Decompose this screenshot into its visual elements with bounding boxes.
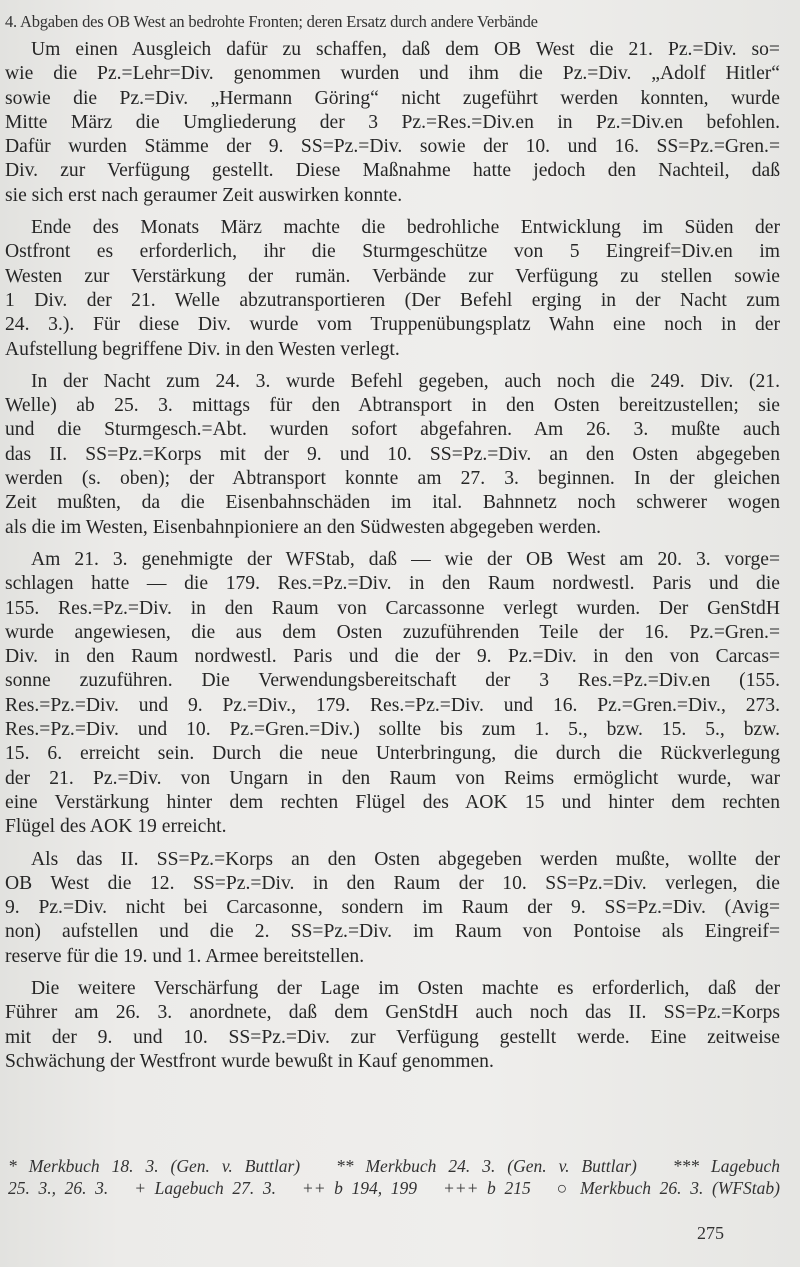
paragraph	[5, 848, 780, 969]
text-line: In der Nacht zum 24. 3. wurde Befehl gegeben, auch noch die 249. Div. (21.	[31, 370, 780, 392]
text-line: Ende des Monats März machte die bedrohliche Entwicklung im Süden der	[31, 217, 780, 239]
paragraph	[5, 370, 780, 540]
text-line: sonne zuzuführen. Die Verwendungsbereitschaft der 3 Res.=Pz.=Div.en (155.	[5, 670, 780, 692]
text-line: Welle) ab 25. 3. mittags für den Abtransport in den Osten bereitzustellen; sie	[5, 395, 780, 417]
text-line: Zeit mußten, da die Eisenbahnschäden im ital. Bahnnetz noch schwerer wogen	[5, 492, 780, 514]
footnotes	[8, 1155, 780, 1199]
text-line: schlagen hatte — die 179. Res.=Pz.=Div. in den Raum nordwestl. Paris und die	[5, 573, 780, 595]
text-line: non) aufstellen und die 2. SS=Pz.=Div. im Raum von Pontoise als Eingreif=	[5, 921, 780, 943]
text-line: Aufstellung begriffene Div. in den Westen verlegt.	[5, 338, 400, 360]
text-line: als die im Westen, Eisenbahnpioniere an den Südwesten abgegeben werden.	[5, 516, 602, 538]
text-line: sowie die Pz.=Div. „Hermann Göring“ nicht zugeführt werden konnten, wurde	[5, 87, 780, 109]
text-line: sie sich erst nach geraumer Zeit auswirken konnte.	[5, 184, 403, 206]
text-line: 155. Res.=Pz.=Div. in den Raum von Carcassonne verlegt wurden. Der GenStdH	[5, 597, 780, 619]
paragraph	[5, 216, 780, 362]
text-line: Res.=Pz.=Div. und 10. Pz.=Gren.=Div.) sollte bis zum 1. 5., bzw. 15. 5., bzw.	[5, 719, 780, 741]
text-line: wie die Pz.=Lehr=Div. genommen wurden und ihm die Pz.=Div. „Adolf Hitler“	[5, 63, 780, 85]
text-line: werden (s. oben); der Abtransport konnte am 27. 3. beginnen. In der gleichen	[5, 468, 780, 490]
text-line: Res.=Pz.=Div. und 9. Pz.=Div., 179. Res.=Pz.=Div. und 16. Pz.=Gren.=Div., 273.	[5, 694, 780, 716]
page-number: 275	[697, 1223, 724, 1243]
text-line: 9. Pz.=Div. nicht bei Carcasonne, sondern im Raum der 9. SS=Pz.=Div. (Avig=	[5, 897, 780, 919]
text-line: eine Verstärkung hinter dem rechten Flügel des AOK 15 und hinter dem rechten	[5, 791, 780, 813]
text-line: und die Sturmgesch.=Abt. wurden sofort abgefahren. Am 26. 3. mußte auch	[5, 419, 780, 441]
text-line: reserve für die 19. und 1. Armee bereitstellen.	[5, 945, 365, 967]
text-line: wurde angewiesen, die aus dem Osten zuzuführenden Teile der 16. Pz.=Gren.=	[5, 621, 780, 643]
paragraph	[5, 548, 780, 840]
text-line: OB West die 12. SS=Pz.=Div. in den Raum der 10. SS=Pz.=Div. verlegen, die	[5, 872, 780, 894]
text-line: Dafür wurden Stämme der 9. SS=Pz.=Div. sowie der 10. und 16. SS=Pz.=Gren.=	[5, 136, 780, 158]
text-line: Die weitere Verschärfung der Lage im Osten machte es erforderlich, daß der	[31, 977, 780, 999]
text-line: Um einen Ausgleich dafür zu schaffen, daß dem OB West die 21. Pz.=Div. so=	[31, 39, 780, 60]
text-line: Westen zur Verstärkung der rumän. Verbände zur Verfügung zu stellen sowie	[5, 265, 780, 287]
text-line: Am 21. 3. genehmigte der WFStab, daß — wie der OB West am 20. 3. vorge=	[31, 548, 780, 570]
text-line: Führer am 26. 3. anordnete, daß dem GenStdH auch noch das II. SS=Pz.=Korps	[5, 1002, 780, 1024]
text-line: Als das II. SS=Pz.=Korps an den Osten abgegeben werden mußte, wollte der	[31, 848, 780, 870]
text-line: mit der 9. und 10. SS=Pz.=Div. zur Verfügung gestellt werde. Eine zeitweise	[5, 1026, 780, 1048]
text-line: 15. 6. erreicht sein. Durch die neue Unterbringung, die durch die Rückverlegung	[5, 743, 780, 765]
text-line: Div. zur Verfügung gestellt. Diese Maßnahme hatte jedoch den Nachteil, daß	[5, 160, 780, 182]
text-line: das II. SS=Pz.=Korps mit der 9. und 10. SS=Pz.=Div. an den Osten abgegeben	[5, 443, 780, 465]
footnote-line: * Merkbuch 18. 3. (Gen. v. Buttlar) ** Merkbuch 24. 3. (Gen. v. Buttlar) *** Lagebuch	[8, 1156, 780, 1176]
text-line: Mitte März die Umgliederung der 3 Pz.=Res.=Div.en in Pz.=Div.en befohlen.	[5, 111, 780, 133]
running-header: 4. Abgaben des OB West an bedrohte Fronten; deren Ersatz durch andere Verbände	[5, 12, 538, 31]
paragraph	[5, 977, 780, 1074]
text-line: 1 Div. der 21. Welle abzutransportieren (Der Befehl erging in der Nacht zum	[5, 289, 780, 311]
text-line: Schwächung der Westfront wurde bewußt in Kauf genommen.	[5, 1050, 494, 1072]
text-line: der 21. Pz.=Div. von Ungarn in den Raum von Reims ermöglicht wurde, war	[5, 767, 780, 789]
text-line: 24. 3.). Für diese Div. wurde vom Truppenübungsplatz Wahn eine noch in der	[5, 314, 780, 336]
text-line: Flügel des AOK 19 erreicht.	[5, 816, 227, 838]
text-line: Ostfront es erforderlich, ihr die Sturmgeschütze von 5 Eingreif=Div.en im	[5, 241, 780, 263]
text-line: Div. in den Raum nordwestl. Paris und die der 9. Pz.=Div. in den von Carcas=	[5, 646, 780, 668]
paragraph	[5, 38, 780, 208]
body-text	[5, 38, 780, 1074]
footnote-line: 25. 3., 26. 3. + Lagebuch 27. 3. ++ b 194, 199 +++ b 215 ○ Merkbuch 26. 3. (WFStab)	[8, 1178, 780, 1198]
